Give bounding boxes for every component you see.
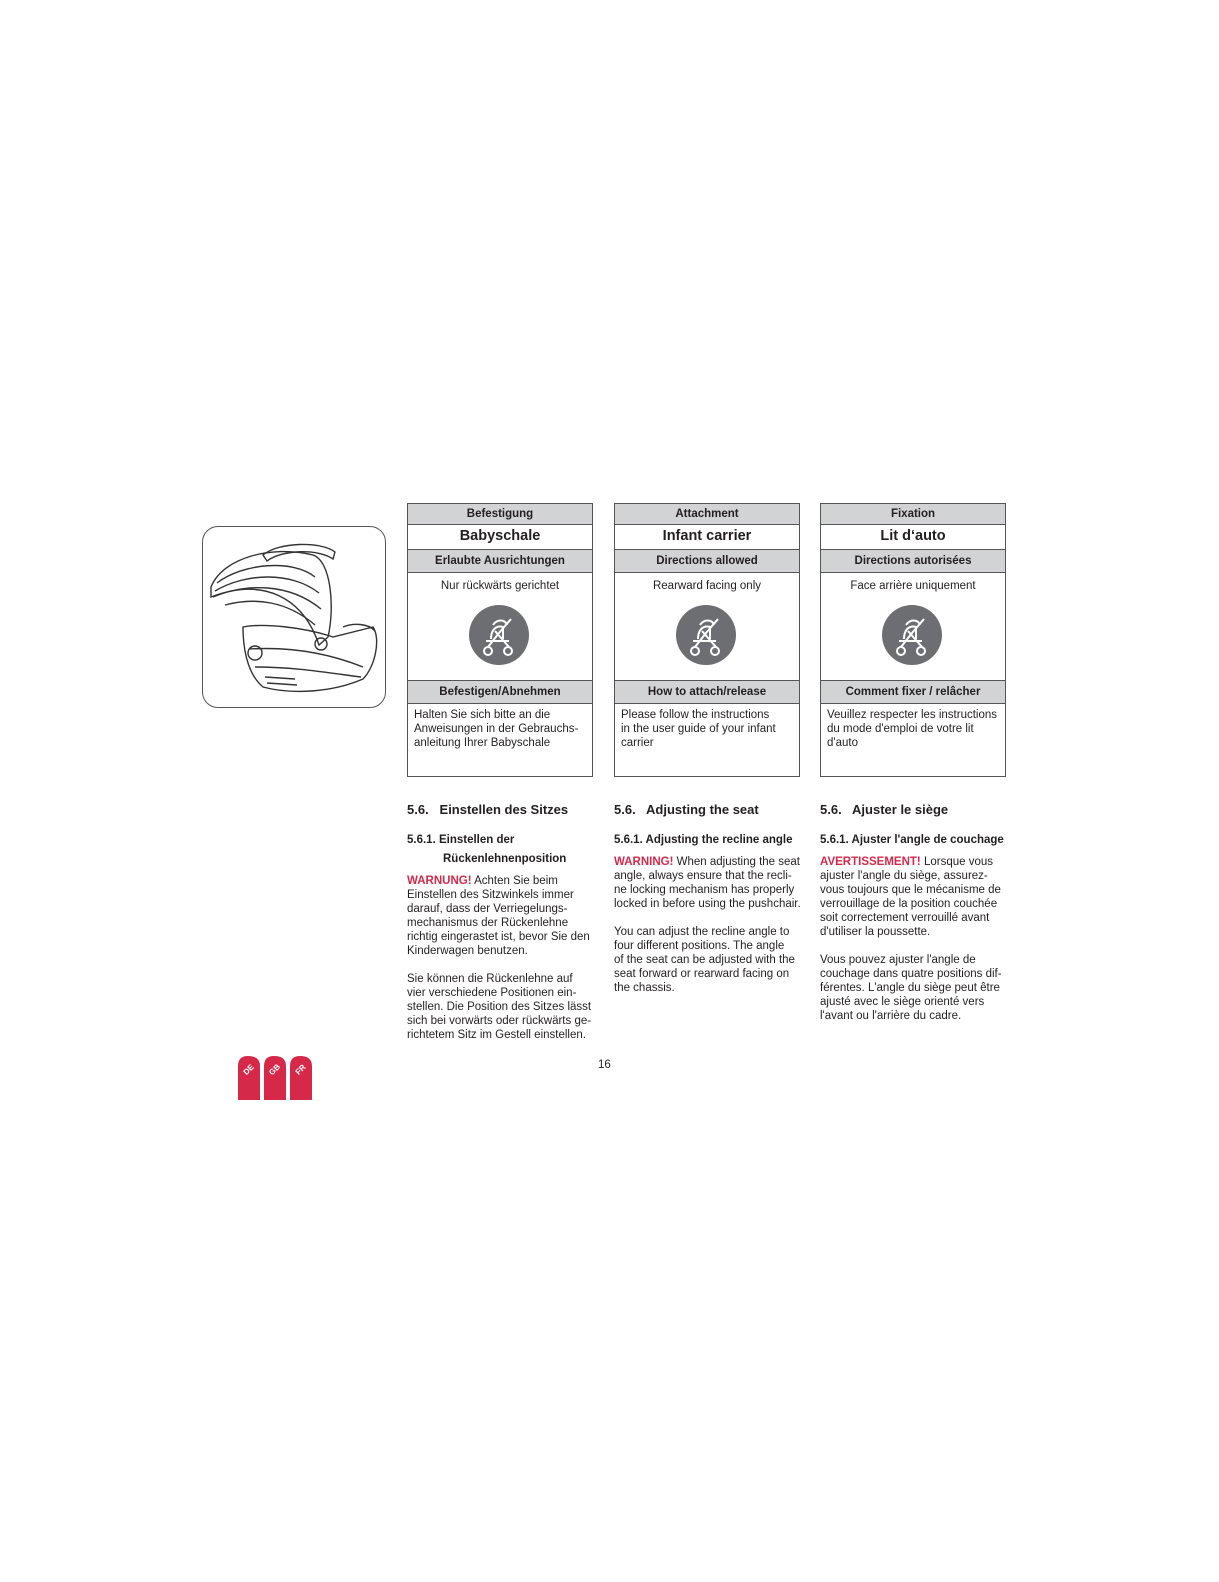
subsection-heading	[407, 833, 599, 866]
language-tabs	[237, 1054, 315, 1100]
body-paragraph: Sie können die Rückenlehne auf vier verschiedene Positionen ein- stellen. Die Position des Sitzes lässt sich bei vorwärts oder rückwärts ge- richtetem Sitz im Gestell einstellen.	[407, 973, 592, 1041]
table-title: Lit d‘auto	[821, 525, 1005, 550]
table-header: Fixation	[821, 504, 1005, 525]
direction-text: Rearward facing only	[652, 580, 762, 592]
table-title: Babyschale	[408, 525, 592, 550]
rearward-stroller-icon	[469, 605, 529, 665]
subsection-heading	[614, 833, 806, 847]
infant-carrier-icon	[203, 527, 387, 709]
directions-label: Directions allowed	[615, 550, 799, 573]
attach-text: Please follow the instructions in the user guide of your infant carrier	[621, 709, 776, 749]
section-heading: 5.6. Ajuster le siège	[820, 802, 949, 817]
body-paragraph: Vous pouvez ajuster l'angle de couchage dans quatre positions dif- férentes. L'angle du siège peut être ajusté avec le siège orienté vers l'avant ou l'arrière du cadre.	[820, 954, 1002, 1022]
warning-text: When adjusting the seat angle, always ensure that the recli- ne locking mechanism has properly locked in before using the pushchair.	[614, 856, 801, 910]
direction-cell	[615, 573, 799, 681]
infant-carrier-illustration	[202, 526, 386, 708]
warning-paragraph	[820, 855, 1012, 939]
direction-cell	[408, 573, 592, 681]
rearward-stroller-icon	[882, 605, 942, 665]
warning-label: AVERTISSEMENT!	[820, 856, 921, 868]
language-tab-gb	[264, 1056, 286, 1100]
directions-label: Directions autorisées	[821, 550, 1005, 573]
subsection-heading-text: 5.6.1. Einstellen der	[407, 834, 515, 846]
table-header: Attachment	[615, 504, 799, 525]
warning-text: Lorsque vous ajuster l'angle du siège, assurez- vous toujours que le mécanisme de verrouillage de la position couchée soit correctement verrouillé avant d'utiliser la poussette.	[820, 856, 1001, 938]
language-tab-fr	[290, 1056, 312, 1100]
warning-label: WARNUNG!	[407, 875, 472, 887]
attachment-table-de	[407, 503, 593, 777]
section-heading: 5.6. Einstellen des Sitzes	[407, 802, 569, 817]
table-header: Befestigung	[408, 504, 592, 525]
section-fr	[820, 801, 1012, 1037]
attach-text: Halten Sie sich bitte an die Anweisungen in der Gebrauchs- anleitung Ihrer Babyschale	[414, 709, 579, 749]
rearward-stroller-icon	[676, 605, 736, 665]
table-title: Infant carrier	[615, 525, 799, 550]
direction-text: Face arrière uniquement	[850, 580, 976, 592]
attach-text: Veuillez respecter les instructions du mode d'emploi de votre lit d'auto	[827, 709, 998, 749]
page-number: 16	[598, 1059, 611, 1071]
attach-label: How to attach/release	[615, 681, 799, 704]
subsection-heading-text: 5.6.1. Adjusting the recline angle	[614, 834, 793, 846]
section-gb	[614, 801, 806, 1009]
direction-cell	[821, 573, 1005, 681]
section-heading: 5.6. Adjusting the seat	[614, 802, 759, 817]
attach-label: Befestigen/Abnehmen	[408, 681, 592, 704]
subsection-heading-cont: Rückenlehnenposition	[443, 853, 567, 865]
subsection-heading	[820, 833, 1012, 847]
direction-text: Nur rückwärts gerichtet	[440, 580, 560, 592]
warning-paragraph	[407, 874, 599, 958]
language-tab-label: DE	[241, 1062, 256, 1077]
warning-label: WARNING!	[614, 856, 674, 868]
subsection-heading-text: 5.6.1. Ajuster l'angle de couchage	[820, 834, 1004, 846]
language-tab-label: FR	[293, 1062, 308, 1077]
warning-paragraph	[614, 855, 806, 911]
language-tab-de	[238, 1056, 260, 1100]
directions-label: Erlaubte Ausrichtungen	[408, 550, 592, 573]
body-paragraph: You can adjust the recline angle to four different positions. The angle of the seat can be adjusted with the seat forward or rearward facing on the chassis.	[614, 926, 795, 994]
language-tab-label: GB	[267, 1062, 283, 1078]
attach-label: Comment fixer / relâcher	[821, 681, 1005, 704]
warning-text: Achten Sie beim Einstellen des Sitzwinkels immer darauf, dass der Verriegelungs- mechanismus der Rückenlehne richtig eingerastet ist, bevor Sie den Kinderwagen benutzen.	[407, 875, 590, 957]
attachment-table-fr	[820, 503, 1006, 777]
attachment-table-gb	[614, 503, 800, 777]
section-de	[407, 801, 599, 1056]
